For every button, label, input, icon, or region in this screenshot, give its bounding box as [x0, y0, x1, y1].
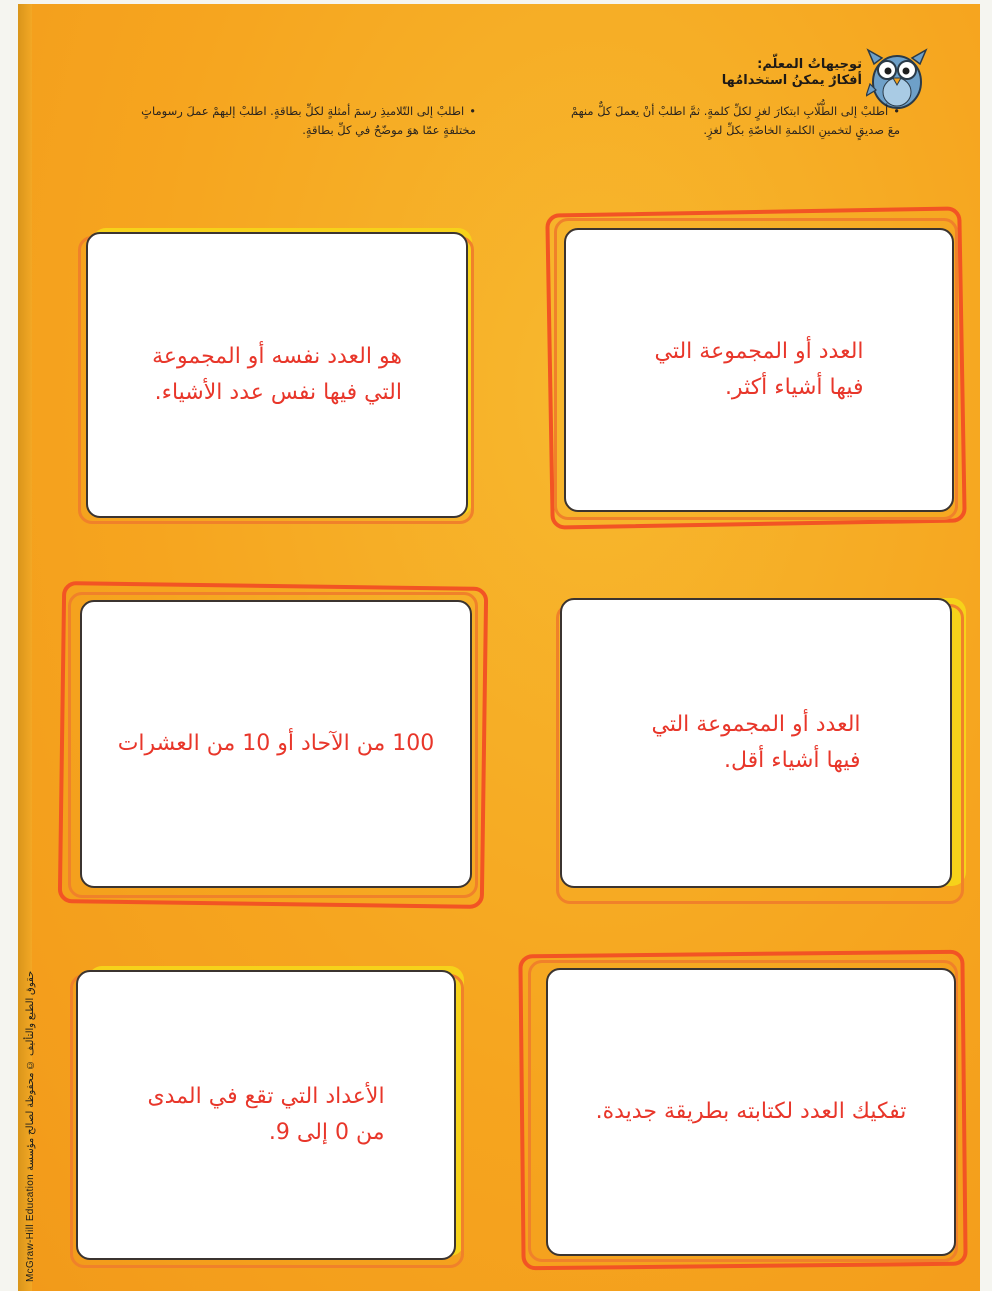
card-line: الأعداد التي تقع في المدى: [147, 1084, 385, 1109]
card-face: [560, 598, 952, 888]
card-line: تفكيك العدد لكتابته بطريقة جديدة.: [595, 1099, 907, 1124]
teacher-tip-1: • أطلبْ إلى الطُّلّابِ ابتكارَ لغزٍ لكلِّ كلمةٍ. ثمَّ اطلبْ أنْ يعملَ كلٌّ منهمْ معَ صديقٍ لتخمينِ الكلمةِ الخاصّةِ بكلِّ لغزٍ.: [570, 102, 900, 140]
teacher-notes-heading: [602, 57, 862, 89]
card-line: 100 من الآحاد أو 10 من العشرات: [117, 731, 435, 756]
teacher-notes-title: توجيهاتُ المعلّم:: [757, 57, 862, 72]
card-line: فيها أشياء أكثر.: [724, 375, 864, 400]
card-face: [76, 970, 456, 1260]
owl-icon: [866, 44, 928, 110]
teacher-tip-2: • اطلبْ إلى التّلاميذِ رسمَ أمثلةٍ لكلِّ بطاقةٍ. اطلبْ إليهمْ عملَ رسوماتٍ مختلفةٍ عمّا هوَ موضّحٌ في كلِّ بطاقةٍ.: [126, 102, 476, 140]
card-face: [546, 968, 956, 1256]
copyright-credit: McGraw-Hill Education حقوق الطبع والتأليف © محفوظة لصالح مؤسسة: [25, 970, 36, 1282]
card-line: هو العدد نفسه أو المجموعة: [152, 344, 402, 369]
teacher-notes-subtitle: أفكارٌ يمكنُ استخدامُها: [721, 73, 862, 88]
card-line: التي فيها نفس عدد الأشياء.: [154, 380, 402, 405]
card-face: [564, 228, 954, 512]
card-line: العدد أو المجموعة التي: [651, 712, 861, 737]
card-line: العدد أو المجموعة التي: [654, 339, 864, 364]
card-face: [86, 232, 468, 518]
card-line: فيها أشياء أقل.: [724, 748, 861, 773]
card-face: [80, 600, 472, 888]
card-line: من 0 إلى 9.: [268, 1120, 385, 1145]
